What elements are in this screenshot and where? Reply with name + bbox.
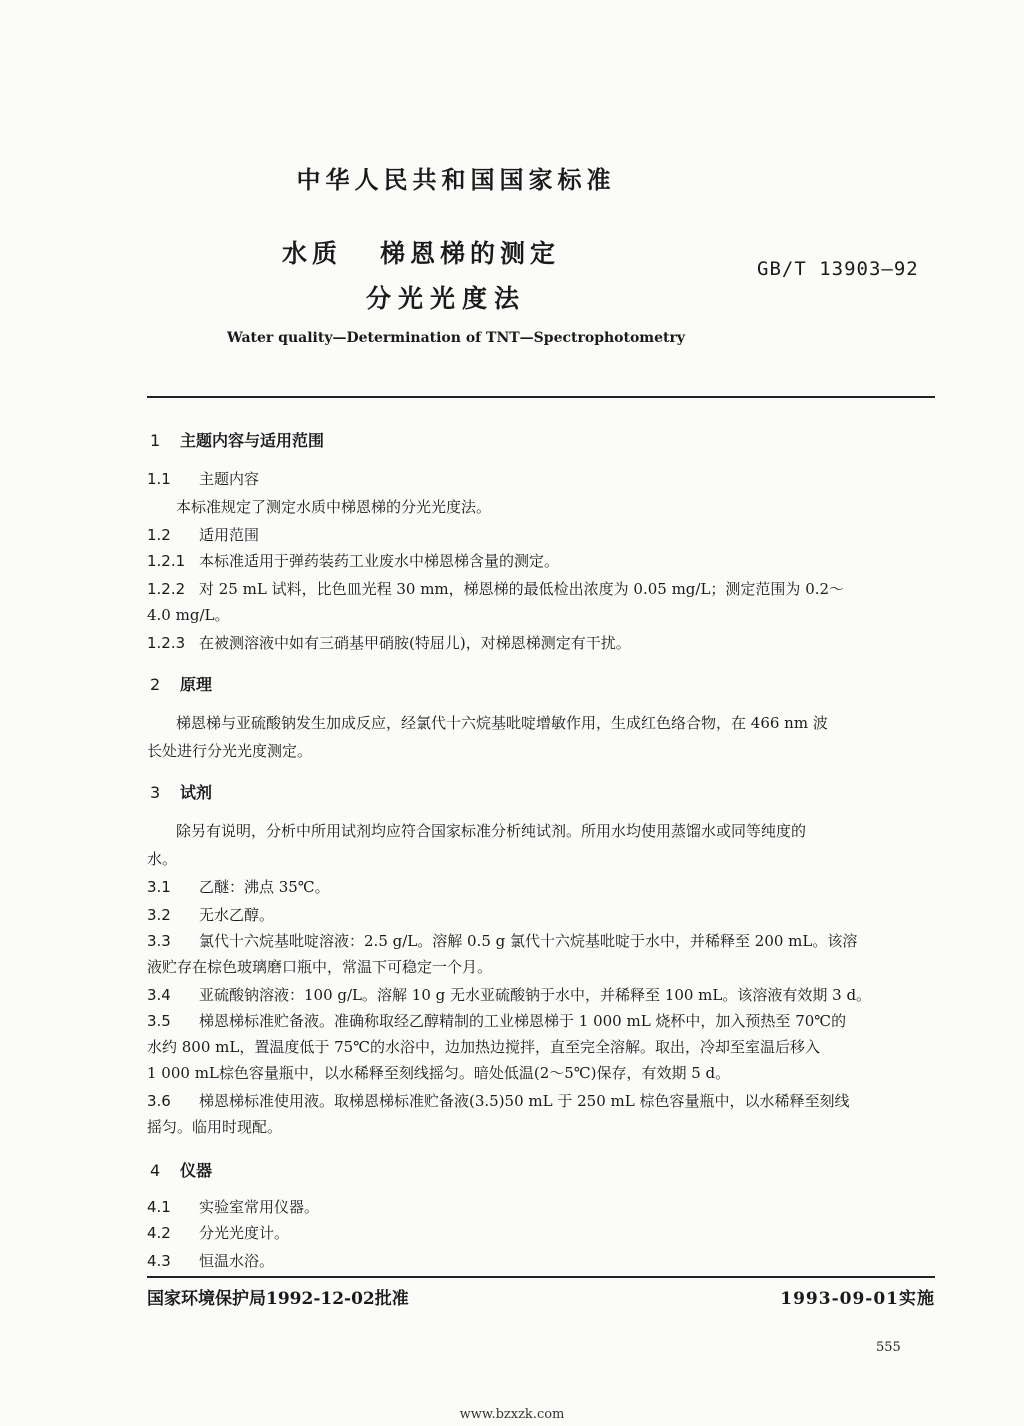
section-2-text: 梯恩梯与亚硫酸钠发生加成反应，经氯代十六烷基吡啶增敏作用，生成红色络合物，在 466 nm 波 <box>176 714 828 732</box>
section-1-1-text: 本标准规定了测定水质中梯恩梯的分光光度法。 <box>176 498 492 516</box>
section-2-text-continued: 长处进行分光光度测定。 <box>147 742 313 760</box>
section-3-intro: 除另有说明，分析中所用试剂均应符合国家标准分析纯试剂。所用水均使用蒸馏水或同等纯度的 <box>176 822 807 840</box>
section-1-2-2-continued: 4.0 mg/L。 <box>147 606 230 624</box>
section-3-heading: 3 试剂 <box>150 783 213 802</box>
issuing-organization: 中华人民共和国国家标准 <box>296 165 616 194</box>
section-1-heading: 1 主题内容与适用范围 <box>150 431 325 450</box>
section-1-1-heading: 1.1 主题内容 <box>147 470 260 488</box>
section-3-6: 3.6 梯恩梯标准使用液。取梯恩梯标准贮备液(3.5)50 mL 于 250 mL 棕色容量瓶中，以水稀释至刻线 <box>147 1092 850 1110</box>
approval-line: 国家环境保护局1992-12-02批准 <box>147 1289 409 1309</box>
section-3-1: 3.1 乙醚：沸点 35℃。 <box>147 878 330 896</box>
section-3-3-continued: 液贮存在棕色玻璃磨口瓶中，常温下可稳定一个月。 <box>147 958 493 976</box>
standard-title-line-1 <box>282 234 560 270</box>
standard-code: GB/T 13903—92 <box>757 258 919 280</box>
section-3-2: 3.2 无水乙醇。 <box>147 906 275 924</box>
section-3-intro-continued: 水。 <box>147 850 178 868</box>
title-part-1: 水质 <box>282 239 343 268</box>
source-watermark: www.bzxzk.com <box>459 1407 565 1422</box>
effective-date-line: 1993-09-01实施 <box>780 1289 935 1309</box>
footer-divider <box>147 1276 935 1278</box>
section-2-heading: 2 原理 <box>150 675 213 694</box>
section-3-4: 3.4 亚硫酸钠溶液：100 g/L。溶解 10 g 无水亚硫酸钠于水中，并稀释至 100 mL。该溶液有效期 3 d。 <box>147 986 872 1004</box>
english-title: Water quality—Determination of TNT—Spectrophotometry <box>226 330 686 346</box>
section-4-2: 4.2 分光光度计。 <box>147 1224 290 1242</box>
section-3-5-continued-1: 水约 800 mL，置温度低于 75℃的水浴中，边加热边搅拌，直至完全溶解。取出，冷却至室温后移入 <box>147 1038 820 1056</box>
section-3-5-continued-2: 1 000 mL棕色容量瓶中，以水稀释至刻线摇匀。暗处低温(2～5℃)保存，有效期 5 d。 <box>147 1064 731 1082</box>
page-number: 555 <box>876 1340 901 1355</box>
header-divider <box>147 396 935 398</box>
section-3-5: 3.5 梯恩梯标准贮备液。准确称取经乙醇精制的工业梯恩梯于 1 000 mL 烧杯中，加入预热至 70℃的 <box>147 1012 847 1030</box>
section-1-2-1: 1.2.1 本标准适用于弹药装药工业废水中梯恩梯含量的测定。 <box>147 552 560 570</box>
standard-title-line-2: 分光光度法 <box>366 284 527 313</box>
section-3-6-continued: 摇匀。临用时现配。 <box>147 1118 283 1136</box>
section-1-2-2: 1.2.2 对 25 mL 试料，比色皿光程 30 mm，梯恩梯的最低检出浓度为 0.05 mg/L；测定范围为 0.2～ <box>147 580 845 598</box>
section-1-2-heading: 1.2 适用范围 <box>147 526 260 544</box>
section-4-3: 4.3 恒温水浴。 <box>147 1252 275 1270</box>
section-4-heading: 4 仪器 <box>150 1161 213 1180</box>
title-part-2: 梯恩梯的测定 <box>380 239 561 268</box>
section-4-1: 4.1 实验室常用仪器。 <box>147 1198 320 1216</box>
section-3-3: 3.3 氯代十六烷基吡啶溶液：2.5 g/L。溶解 0.5 g 氯代十六烷基吡啶于水中，并稀释至 200 mL。该溶 <box>147 932 858 950</box>
section-1-2-3: 1.2.3 在被测溶液中如有三硝基甲硝胺(特屈儿)，对梯恩梯测定有干扰。 <box>147 634 631 652</box>
